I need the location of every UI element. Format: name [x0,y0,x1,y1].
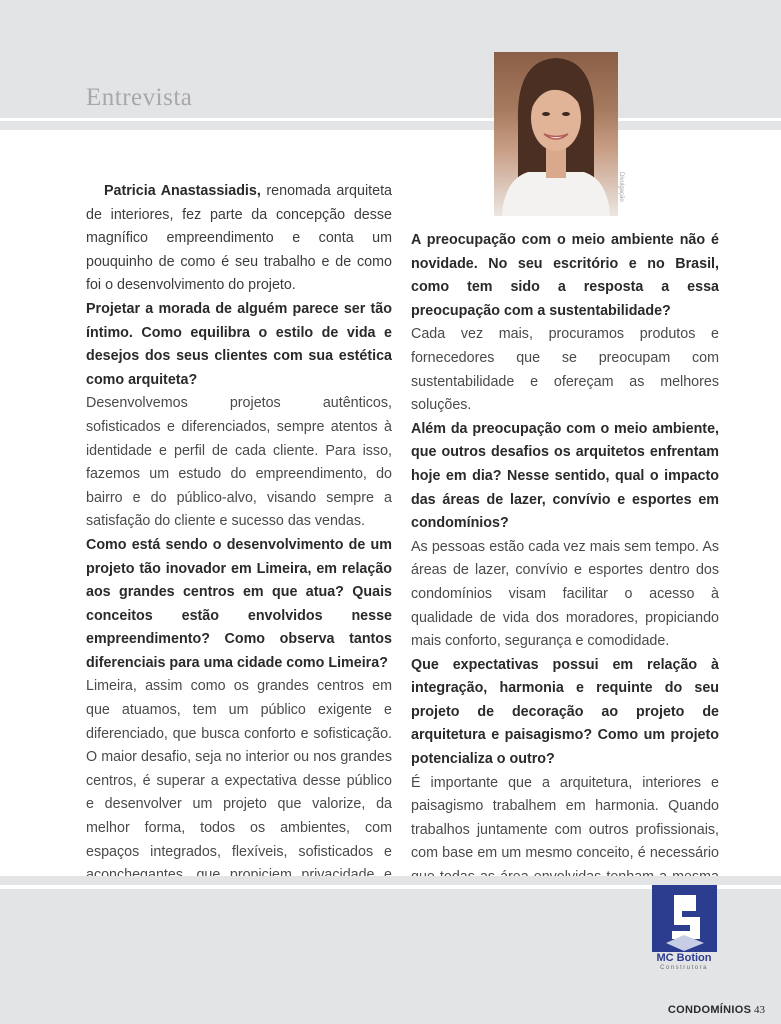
answer: Desenvolvemos projetos autênticos, sofisticados e diferenciados, sempre atentos à identidade e perfil de cada cliente. Para isso, fazemos um estudo do empreendimento, do bairro e do público-alvo, visando sempre a satisfação do cliente e sucesso das vendas. [86,395,392,530]
photo-credit: Divulgação [618,172,624,202]
question: Projetar a morada de alguém parece ser tão íntimo. Como equilibra o estilo de vida e desejos dos seus clientes com sua estética como arquiteta? [86,300,392,388]
question: Além da preocupação com o meio ambiente, que outros desafios os arquitetos enfrentam hoje em dia? Nesse sentido, qual o impacto das áreas de lazer, convívio e esportes em condomínios? [411,420,719,532]
question: Como está sendo o desenvolvimento de um projeto tão inovador em Limeira, em relação aos grandes centros em que atua? Quais conceitos estão envolvidos nesse empreendimento? Como observa tantos diferenciais para uma cidade como Limeira? [86,536,392,671]
mc-botion-logo-icon [652,885,717,952]
question: Que expectativas possui em relação à integração, harmonia e requinte do seu projeto de decoração ao projeto de arquitetura e paisagismo? Como um projeto potencializa o outro? [411,656,719,768]
section-title: Entrevista [86,84,193,111]
magazine-name: CONDOMÍNIOS [667,1004,752,1016]
header-divider [0,121,781,130]
answer: Limeira, assim como os grandes centros em que atuamos, tem um público exigente e diferenciado, que busca conforto e sofisticação. O maior desafio, seja no interior ou nos grandes centros, é superar a expectativa desse público e desenvolver um projeto que valorize, da melhor forma, todos os ambientes, com espaços integrados, flexíveis, sofisticados e [86,678,392,860]
logo-subtitle: Construtora [660,965,708,971]
answer: As pessoas estão cada vez mais sem tempo. As áreas de lazer, convívio e esportes dentro dos condomínios visam facilitar o acesso à qualidade de vida dos moradores, propiciando mais conforto, segurança e comodidade. [411,538,719,650]
interviewee-photo [494,52,618,216]
answer: Cada vez mais, procuramos produtos e fornecedores que se preocupam com sustentabilidade e ofereçam as melhores soluções. [411,326,719,414]
interviewee-name: Patricia Anastassiadis, [104,183,261,199]
footer-divider [0,876,781,885]
answer: É importante que a arquitetura, interiores e paisagismo trabalhem em harmonia. Quando trabalhos juntamente com outros profissionais, com base em um mesmo conceito, é necessário [411,774,719,862]
intro-text: renomada arquiteta de interiores, fez parte da concepção desse magnífico empreendimento e conta um pouquinho de como é seu trabalho e de como foi o desenvolvimento do projeto. [86,183,392,294]
question: A preocupação com o meio ambiente não é novidade. No seu escritório e no Brasil, como tem sido a resposta a essa preocupação com a sustentabilidade? [411,232,719,319]
right-column [411,229,719,960]
logo-name: MC Botion [656,952,712,964]
page-footer [668,1004,765,1016]
page-number: 43 [754,1004,765,1016]
intro-paragraph [86,180,392,298]
